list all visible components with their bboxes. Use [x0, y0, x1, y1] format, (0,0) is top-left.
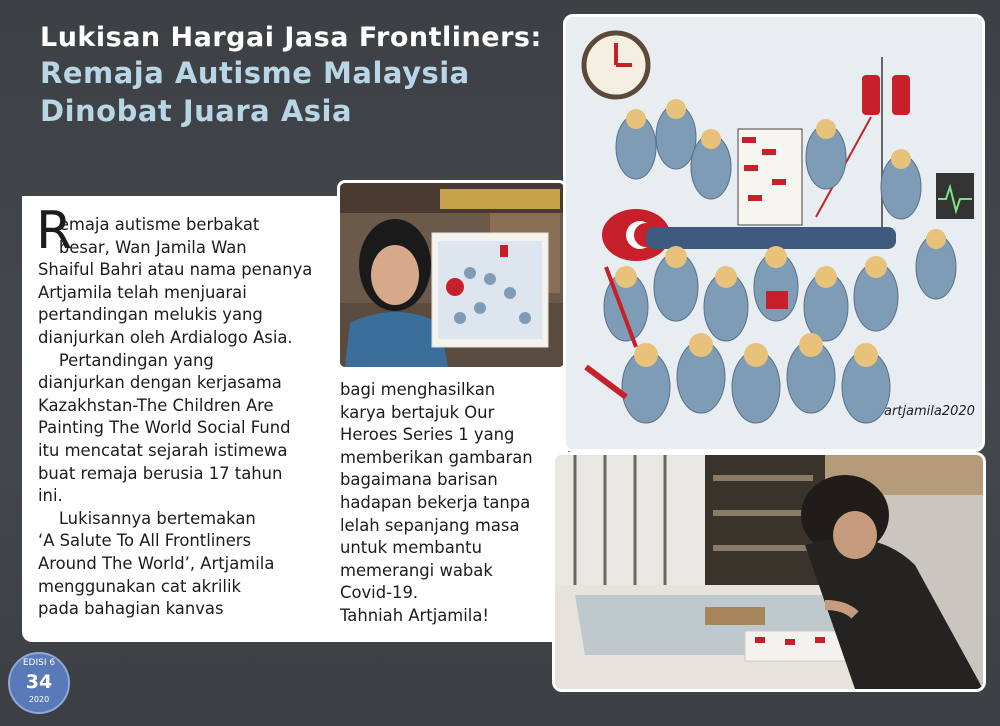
headline-line-1: Lukisan Hargai Jasa Frontliners: [40, 22, 542, 53]
article-column-1: emaja autisme berbakat besar, Wan Jamila Wan Shaiful Bahri atau nama penanya Artjamila telah menjuarai pertandingan melukis yang dianjurkan oleh Ardialogo Asia. Pertandingan yang dianjurkan dengan kerjasama Kazakhstan-The Children Are Painting The World Social Fund itu mencatat sejarah istimewa buat remaja berusia 17 tahun ini. Lukisannya bertemakan ‘A Salute To All Frontliners Around The World’, Artjamila menggunakan cat akrilik pada bahagian kanvas [38, 215, 313, 619]
article-column-2: bagi menghasilkan karya bertajuk Our Heroes Series 1 yang memberikan gambaran bagaimana barisan hadapan bekerja tanpa lelah sepanjang masa untuk membantu memerangi wabak Covid-19. Tahniah Artjamila! [340, 380, 533, 625]
working-photo [552, 452, 986, 692]
issue-label: EDISI 6 [22, 658, 56, 668]
headline-line-3: Dinobat Juara Asia [40, 93, 353, 128]
painting-signature: artjamila2020 [884, 404, 975, 419]
page-number: 34 [25, 671, 53, 693]
issue-year: 2020 [28, 695, 50, 704]
headline [40, 20, 560, 130]
painting-photo [563, 14, 985, 452]
drop-cap: R [36, 201, 73, 261]
artist-photo [337, 180, 567, 370]
headline-line-2: Remaja Autisme Malaysia [40, 56, 470, 91]
issue-badge [8, 652, 70, 714]
